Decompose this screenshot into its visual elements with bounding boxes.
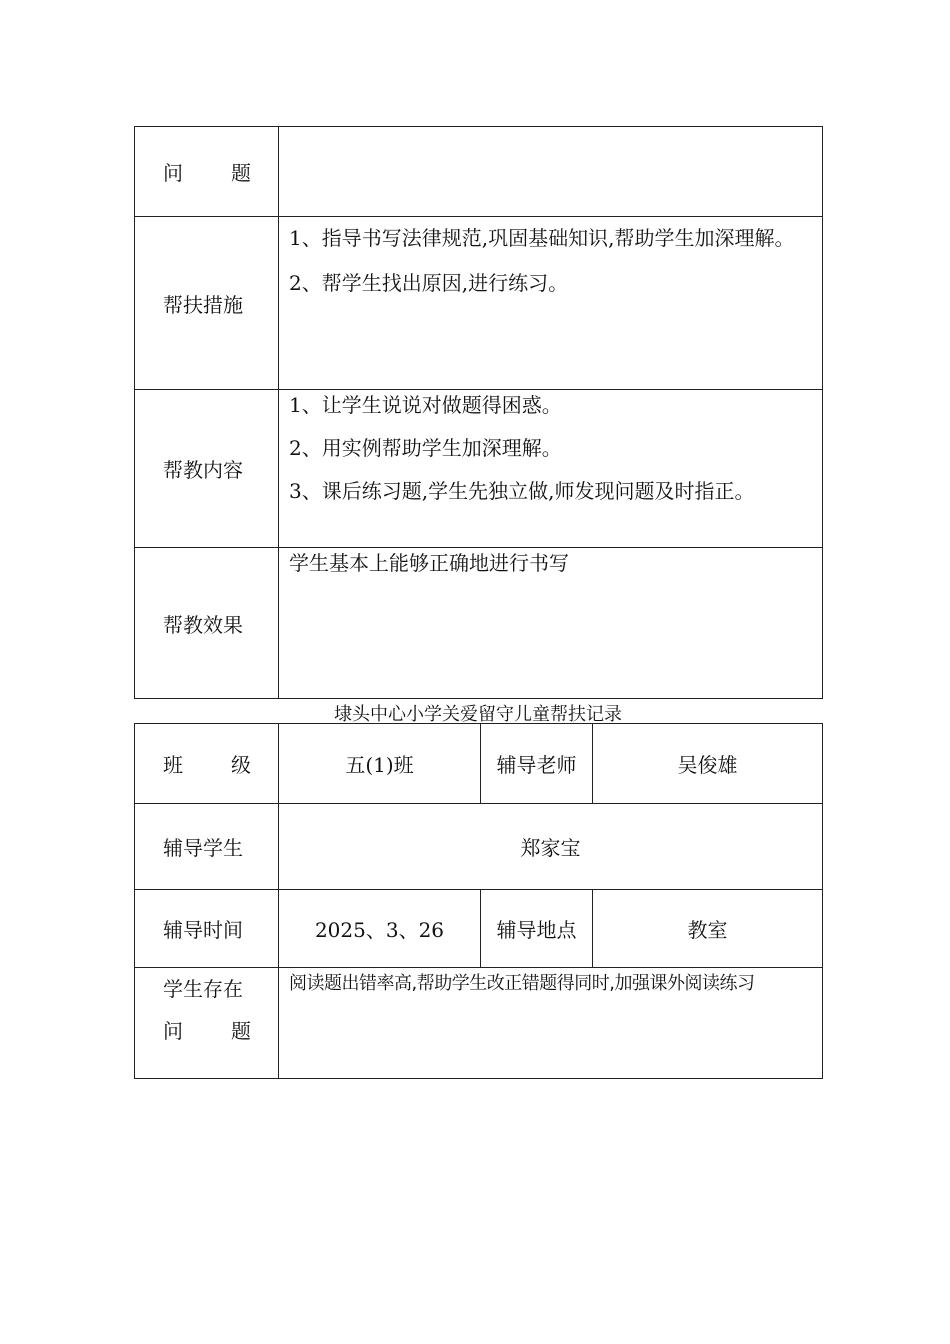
- problem-label-cell: [135, 127, 279, 217]
- class-row: [135, 724, 823, 804]
- problem-value-cell: [279, 127, 823, 217]
- measures-item: 2、帮学生找出原因,进行练习。: [289, 271, 569, 295]
- student-label: 辅导学生: [135, 804, 279, 890]
- record-title: 埭头中心小学关爱留守儿童帮扶记录: [334, 704, 622, 725]
- effect-label: 帮教效果: [135, 548, 279, 699]
- student-value: 郑家宝: [279, 804, 823, 890]
- measures-row: [135, 217, 823, 390]
- problem-label-char-1: 问: [163, 161, 183, 185]
- problem-row: [135, 127, 823, 217]
- measures-label: 帮扶措施: [135, 217, 279, 390]
- class-label-char-2: 级: [231, 753, 251, 777]
- time-place-row: [135, 890, 823, 968]
- effect-text: 学生基本上能够正确地进行书写: [279, 548, 823, 699]
- time-value: 2025、3、26: [279, 890, 481, 968]
- teaching-content-row: [135, 390, 823, 548]
- class-label-char-1: 班: [163, 753, 183, 777]
- teaching-content-item: 3、课后练习题,学生先独立做,师发现问题及时指正。: [289, 479, 755, 503]
- time-label: 辅导时间: [135, 890, 279, 968]
- class-value: 五(1)班: [279, 724, 481, 804]
- measures-item: 1、指导书写法律规范,巩固基础知识,帮助学生加深理解。: [289, 226, 795, 250]
- issue-row: [135, 968, 823, 1079]
- effect-row: [135, 548, 823, 699]
- teaching-content-label: 帮教内容: [135, 390, 279, 548]
- help-record-table: [134, 723, 823, 1079]
- problem-label-char-2: 题: [231, 161, 251, 185]
- issue-text: 阅读题出错率高,帮助学生改正错题得同时,加强课外阅读练习: [279, 968, 823, 1079]
- teaching-content-item: 1、让学生说说对做题得困惑。: [289, 393, 562, 417]
- teacher-value: 吴俊雄: [593, 724, 823, 804]
- teaching-content-item: 2、用实例帮助学生加深理解。: [289, 436, 562, 460]
- issue-label-cell: [135, 968, 279, 1079]
- issue-label-char-1: 问: [163, 1019, 183, 1043]
- place-label: 辅导地点: [481, 890, 593, 968]
- issue-label-char-2: 题: [231, 1019, 251, 1043]
- issue-label-line-2: [163, 1010, 251, 1052]
- student-row: [135, 804, 823, 890]
- issue-label-line-1: 学生存在: [163, 977, 243, 1001]
- teaching-content-cell: [279, 390, 823, 548]
- help-record-continued-table: [134, 126, 823, 699]
- class-label-cell: [135, 724, 279, 804]
- place-value: 教室: [593, 890, 823, 968]
- teacher-label: 辅导老师: [481, 724, 593, 804]
- measures-content: [279, 217, 823, 390]
